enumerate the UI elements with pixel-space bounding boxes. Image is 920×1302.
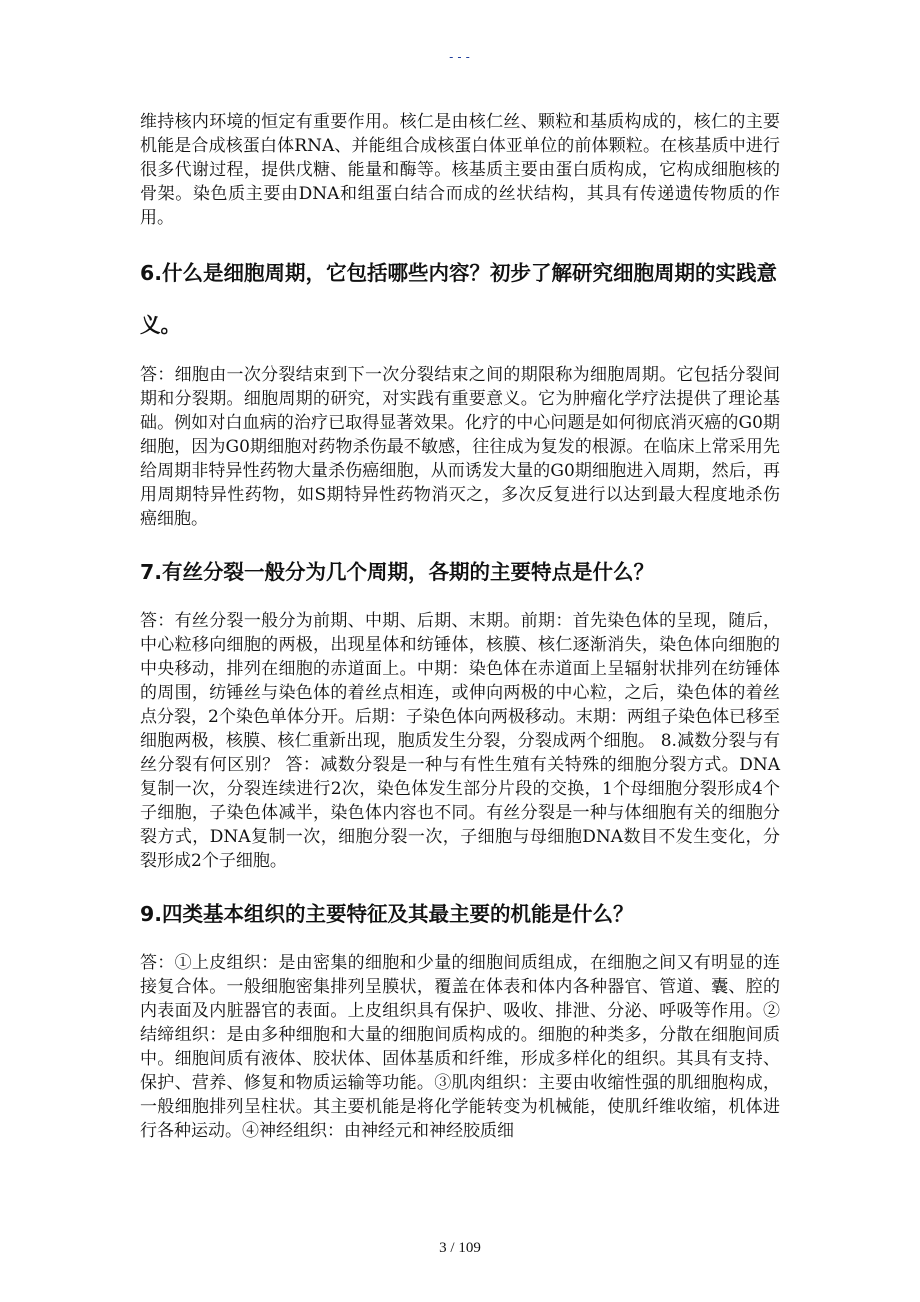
header-mark: ---	[447, 50, 473, 64]
answer-paragraph-7-8: 答：有丝分裂一般分为前期、中期、后期、末期。前期：首先染色体的呈现，随后，中心粒移向细胞的两极，出现星体和纺锤体，核膜、核仁逐渐消失，染色体向细胞的中央移动，排列在细胞的赤道面上。中期：染色体在赤道面上呈辐射状排列在纺锤体的周围，纺锤丝与染色体的着丝点相连，或伸向两极的中心粒，之后，染色体的着丝点分裂，2个染色单体分开。后期：子染色体向两极移动。末期：两组子染色体已移至细胞两极，核膜、核仁重新出现，胞质发生分裂，分裂成两个细胞。 8.减数分裂与有丝分裂有何区别？ 答：减数分裂是一种与有性生殖有关特殊的细胞分裂方式。DNA复制一次，分裂连续进行2次，染色体发生部分片段的交换，1个母细胞分裂形成4个子细胞，子染色体减半，染色体内容也不同。有丝分裂是一种与体细胞有关的细胞分裂方式，DNA复制一次，细胞分裂一次，子细胞与母细胞DNA数目不发生变化，分裂形成2个子细胞。	[140, 611, 780, 871]
answer-paragraph-6: 答：细胞由一次分裂结束到下一次分裂结束之间的期限称为细胞周期。它包括分裂间期和分裂期。细胞周期的研究，对实践有重要意义。它为肿瘤化学疗法提供了理论基础。例如对白血病的治疗已取得显著效果。化疗的中心问题是如何彻底消灭癌的G0期细胞，因为G0期细胞对药物杀伤最不敏感，往往成为复发的根源。在临床上常采用先给周期非特异性药物大量杀伤癌细胞，从而诱发大量的G0期细胞进入周期，然后，再用周期特异性药物，如S期特异性药物消灭之，多次反复进行以达到最大程度地杀伤癌细胞。	[140, 365, 780, 529]
question-heading-6: 6.什么是细胞周期，它包括哪些内容？初步了解研究细胞周期的实践意义。	[140, 261, 778, 337]
question-heading-7: 7.有丝分裂一般分为几个周期，各期的主要特点是什么？	[140, 560, 655, 584]
answer-paragraph-9: 答：①上皮组织：是由密集的细胞和少量的细胞间质组成，在细胞之间又有明显的连接复合体。一般细胞密集排列呈膜状，覆盖在体表和体内各种器官、管道、囊、腔的内表面及内脏器官的表面。上皮组织具有保护、吸收、排泄、分泌、呼吸等作用。②结缔组织：是由多种细胞和大量的细胞间质构成的。细胞的种类多，分散在细胞间质中。细胞间质有液体、胶状体、固体基质和纤维，形成多样化的组织。其具有支持、保护、营养、修复和物质运输等功能。③肌肉组织：主要由收缩性强的肌细胞构成，一般细胞排列呈柱状。其主要机能是将化学能转变为机械能，使肌纤维收缩，机体进行各种运动。④神经组织：由神经元和神经胶质细	[140, 953, 780, 1141]
document-body	[140, 110, 780, 1143]
question-heading-9: 9.四类基本组织的主要特征及其最主要的机能是什么？	[140, 902, 634, 926]
paragraph-intro: 维持核内环境的恒定有重要作用。核仁是由核仁丝、颗粒和基质构成的，核仁的主要机能是合成核蛋白体RNA、并能组合成核蛋白体亚单位的前体颗粒。在核基质中进行很多代谢过程，提供戊糖、能量和酶等。核基质主要由蛋白质构成，它构成细胞核的骨架。染色质主要由DNA和组蛋白结合而成的丝状结构，其具有传递遗传物质的作用。	[140, 112, 780, 228]
page-number: 3 / 109	[439, 1240, 481, 1256]
